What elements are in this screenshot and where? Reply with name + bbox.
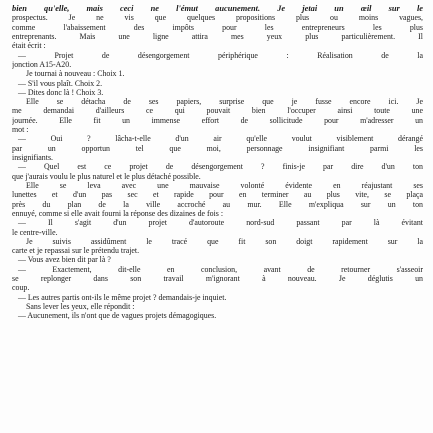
text-line: par un opportun tel que moi, personnage insignifiant parmi les (12, 143, 423, 153)
text-line: — Vous avez bien dit par là ? (18, 255, 111, 265)
text-line: près du plan de la ville accroché au mur. Elle m'expliqua sur un ton (12, 199, 423, 209)
text-line: me demandai d'ailleurs ce qui pouvait bien l'occuper ainsi toute une (12, 106, 423, 116)
text-line: coup. (12, 283, 30, 293)
text-line: — S'il vous plaît. Choix 2. (18, 78, 103, 88)
text-line: mot : (12, 125, 29, 135)
text-line: — Oui ? lâcha-t-elle d'un air qu'elle voulut visiblement dérangé (18, 134, 423, 144)
document-text (12, 4, 423, 321)
text-line: journée. Elle fit un immense effort de sollicitude pour m'adresser un (12, 115, 423, 125)
text-line: lunettes et d'un pas sec et rapide pour en terminer au plus vite, se plaça (12, 190, 423, 200)
text-line: comme l'abaissement des impôts pour les entrepreneurs les plus (12, 22, 423, 32)
text-line: ennuyé, comme si elle avait fourni la réponse des dizaines de fois : (12, 208, 224, 218)
text-line: — Dites donc là ! Choix 3. (18, 87, 104, 97)
text-line: — Exactement, dit-elle en conclusion, avant de retourner s'asseoir (18, 264, 423, 274)
text-line: prospectus. Je ne vis que quelques propositions plus ou moins vagues, (12, 13, 423, 23)
text-line: carte et je repassai sur le prétendu trajet. (12, 246, 140, 256)
text-line: — Il s'agit d'un projet d'autoroute nord-sud passant par là évitant (18, 218, 423, 228)
text-line: — Projet de désengorgement périphérique : Réalisation de la (18, 50, 423, 60)
text-line: — Quel est ce projet de désengorgement ? finis-je par dire d'un ton (18, 162, 423, 172)
text-lines (12, 13, 423, 320)
text-line: — Aucunement, ils n'ont que de vagues projets démagogiques. (18, 311, 217, 321)
text-line: le centre-ville. (12, 227, 58, 237)
text-line: — Les autres partis ont-ils le même projet ? demandais-je inquiet. (18, 292, 227, 302)
text-line: Je suivis assidûment le tracé que fit son doigt rapidement sur la (26, 236, 423, 246)
text-line: jonction A15-A20. (12, 59, 72, 69)
text-line: insignifiants. (12, 153, 53, 162)
text-line: entreprenants. Mais une ligne attira mes yeux plus particulièrement. Il (12, 31, 423, 41)
text-line: Sans lever les yeux, elle répondit : (26, 302, 135, 311)
text-line: se replonger dans son travail m'ignorant à nouveau. Je déglutis un (12, 274, 423, 284)
text-line: était écrit : (12, 41, 46, 51)
text-line: Elle se leva avec une mauvaise volonté évidente en réajustant ses (26, 180, 423, 190)
top-line: bien qu'elle, mais ceci ne l'émut aucunement. Je jetai un œil sur le (12, 4, 423, 13)
text-line: Elle se détacha de ses papiers, surprise que je fusse encore ici. Je (26, 97, 423, 107)
text-line: que j'aurais voulu le plus naturel et le plus détaché possible. (12, 171, 201, 181)
text-line: Je tournai à nouveau : Choix 1. (26, 69, 125, 79)
